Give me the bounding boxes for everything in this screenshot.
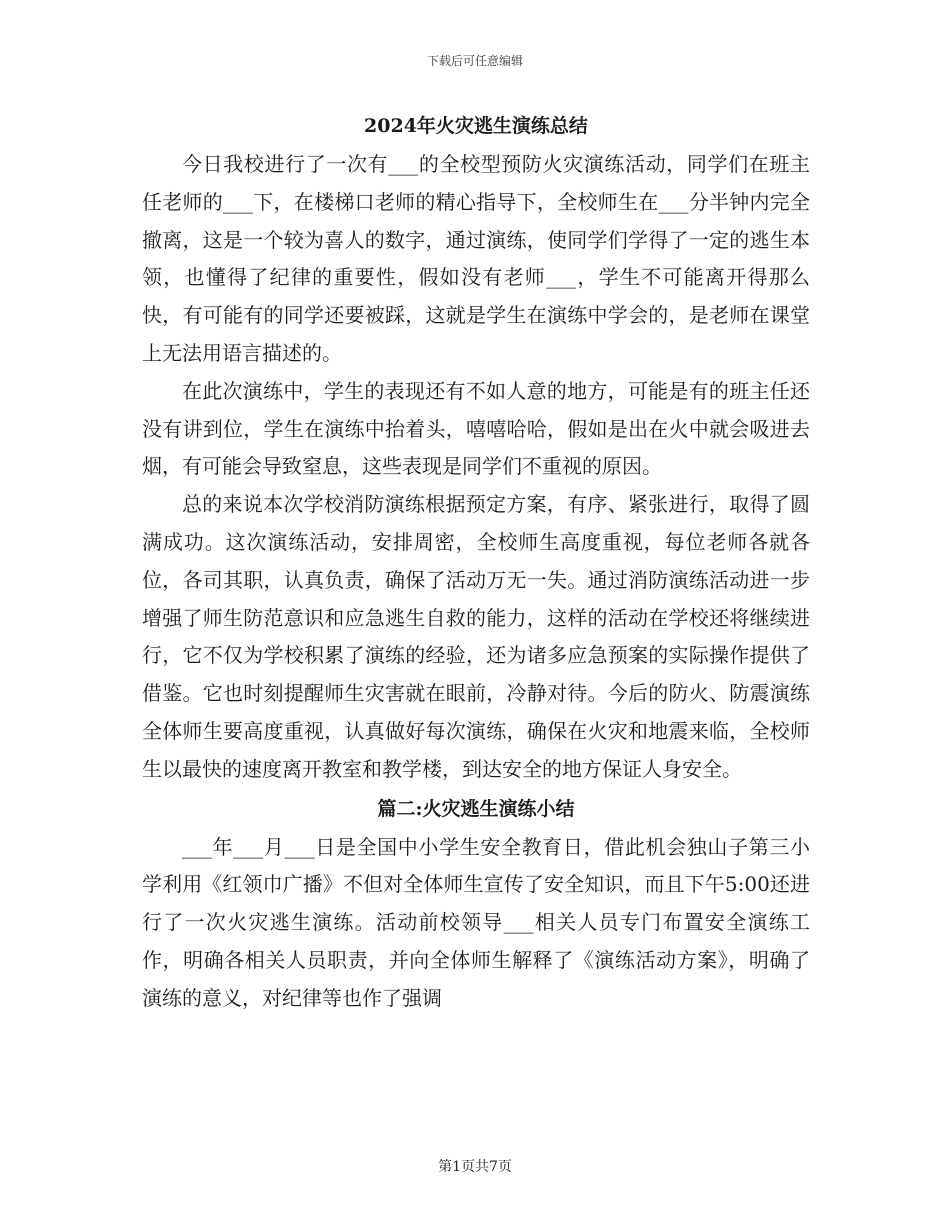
section-title: 篇二:火灾逃生演练小结 <box>377 797 575 820</box>
paragraph: ___年___月___日是全国中小学生安全教育日，借此机会独山子第三小学利用《红领巾广播》不但对全体师生宣传了安全知识，而且下午5:00还进行了一次火灾逃生演练。活动前校领导___相关人员专门布置安全演练工作，明确各相关人员职责，并向全体师生解释了《演练活动方案》，明确了演练的意义，对纪律等也作了强调 <box>142 834 810 1010</box>
document-body <box>142 106 810 1018</box>
page-indicator: 第1页共7页 <box>438 1159 512 1175</box>
header-note: 下载后可任意编辑 <box>426 54 523 68</box>
document-title: 2024年火灾逃生演练总结 <box>364 115 588 137</box>
paragraph: 在此次演练中，学生的表现还有不如人意的地方，可能是有的班主任还没有讲到位，学生在演练中抬着头，嘻嘻哈哈，假如是出在火中就会吸进去烟，有可能会导致窒息，这些表现是同学们不重视的原因。 <box>142 378 810 479</box>
paragraph: 总的来说本次学校消防演练根据预定方案，有序、紧张进行，取得了圆满成功。这次演练活动，安排周密，全校师生高度重视，每位老师各就各位，各司其职，认真负责，确保了活动万无一失。通过消防演练活动进一步增强了师生防范意识和应急逃生自救的能力，这样的活动在学校还将继续进行，它不仅为学校积累了演练的经验，还为诸多应急预案的实际操作提供了借鉴。它也时刻提醒师生灾害就在眼前，冷静对待。今后的防火、防震演练全体师生要高度重视，认真做好每次演练，确保在火灾和地震来临，全校师生以最快的速度离开教室和教学楼，到达安全的地方保证人身安全。 <box>142 492 810 781</box>
paragraph: 今日我校进行了一次有___的全校型预防火灾演练活动，同学们在班主任老师的___下，在楼梯口老师的精心指导下，全校师生在___分半钟内完全撤离，这是一个较为喜人的数字，通过演练，使同学们学得了一定的逃生本领，也懂得了纪律的重要性，假如没有老师___，学生不可能离开得那么快，有可能有的同学还要被踩，这就是学生在演练中学会的，是老师在课堂上无法用语言描述的。 <box>142 152 810 365</box>
